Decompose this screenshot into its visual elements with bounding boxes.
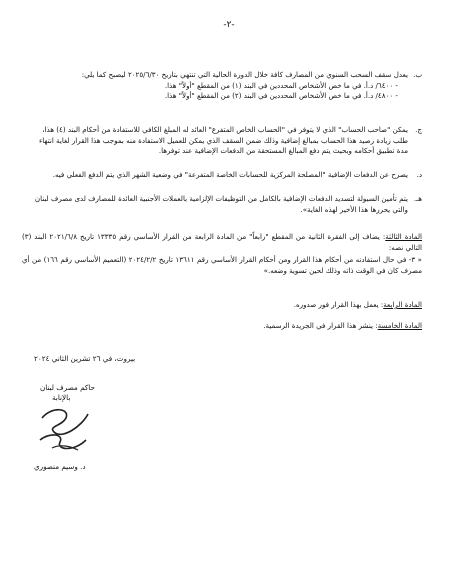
signatory-title-2: بالإنابة (52, 393, 71, 402)
list-item-d (34, 170, 422, 181)
list-marker: ج. (415, 125, 422, 134)
page-number: -٢- (223, 20, 235, 30)
handwritten-signature-icon (30, 400, 100, 460)
item-b-sub-1: - ٦٤٠٠/ د.أ. في ما خص الأشخاص المحددين في البند (١) من المقطع "أولاً" هذا. (164, 80, 398, 90)
list-marker: هـ. (413, 194, 422, 203)
article-4-label: المادة الرابعة (383, 300, 422, 309)
item-c-text: يمكن "صاحب الحساب" الذي لا يتوفر في "الحساب الخاص المتفرع" العائد له المبلغ الكافي للاستفادة من أحكام البند (٤) هذا، طلب زيادة رصيد هذا الحساب بمبالغ إضافية وذلك ضمن السقف الذي يمكن للعميل الاستفادة منه بموجب هذا القرار لغاية انتهاء مدة تطبيق أحكامه وبحيث يتم دفع المبالغ المستحقة من الدفعات الإضافية عند توفرها. (38, 125, 408, 155)
article-5-text: : ينشر هذا القرار في الجريدة الرسمية. (263, 321, 378, 330)
list-item-c (34, 125, 422, 157)
article-4-text: : يعمل بهذا القرار فور صدوره. (293, 300, 384, 309)
article-3-label: المادة الثالثة (385, 232, 422, 241)
list-item-b (34, 70, 422, 102)
list-item-e (34, 194, 422, 215)
item-b-text: يعدل سقف السحب السنوي من المصارف كافة خلال الدورة الحالية التي تنتهي بتاريخ ٢٠٢٥/٦/٣٠ ليصبح كما يلي: (81, 70, 408, 79)
article-3-quote: « ٣- في حال استفادته من أحكام هذا القرار ومن أحكام القرار الأساسي رقم ١٣٦١١ تاريخ ٢٠٢٤/٢/٢ (التعميم الأساسي رقم ١٦٦) من أي مصرف كان في الوقت ذاته وذلك لحين تسوية وضعه.» (22, 255, 422, 275)
signatory-title: حاكم مصرف لبنان (40, 383, 95, 392)
list-marker: د. (416, 170, 422, 179)
place-date: بيروت، في ٢٦ تشرين الثاني ٢٠٢٤ (34, 354, 136, 363)
article-3-intro: : يضاف إلى الفقرة الثانية من المقطع "رابعاً" من المادة الرابعة من القرار الأساسي رقم ١٣٣٣٥ تاريخ ٢٠٢١/٦/٨ البند (٣) التالي نصه: (22, 232, 422, 252)
item-d-text: يصرح عن الدفعات الإضافية "المصلحة المركزية للحسابات الخاصة المتفرعة" في وضعية الشهر الذي يتم الدفع الفعلي فيه. (52, 170, 408, 179)
item-e-text: يتم تأمين السيولة لتسديد الدفعات الإضافية بالكامل من التوظيفات الإلزامية بالعملات الأجنبية العائدة للمصارف لدى مصرف لبنان والتي يحررها هذا الأخير لهذه الغاية». (34, 194, 408, 214)
signatory-name: د. وسيم منصوري (34, 462, 86, 471)
list-marker: ب. (413, 70, 422, 79)
article-4 (22, 300, 422, 311)
article-5-label: المادة الخامسة (377, 321, 422, 330)
article-3 (22, 232, 422, 276)
article-5 (22, 321, 422, 332)
item-b-sub-2: - ٤٨٠٠/ د.أ. في ما خص الأشخاص المحددين في البند (٢) من المقطع "أولاً" هذا. (164, 91, 398, 100)
